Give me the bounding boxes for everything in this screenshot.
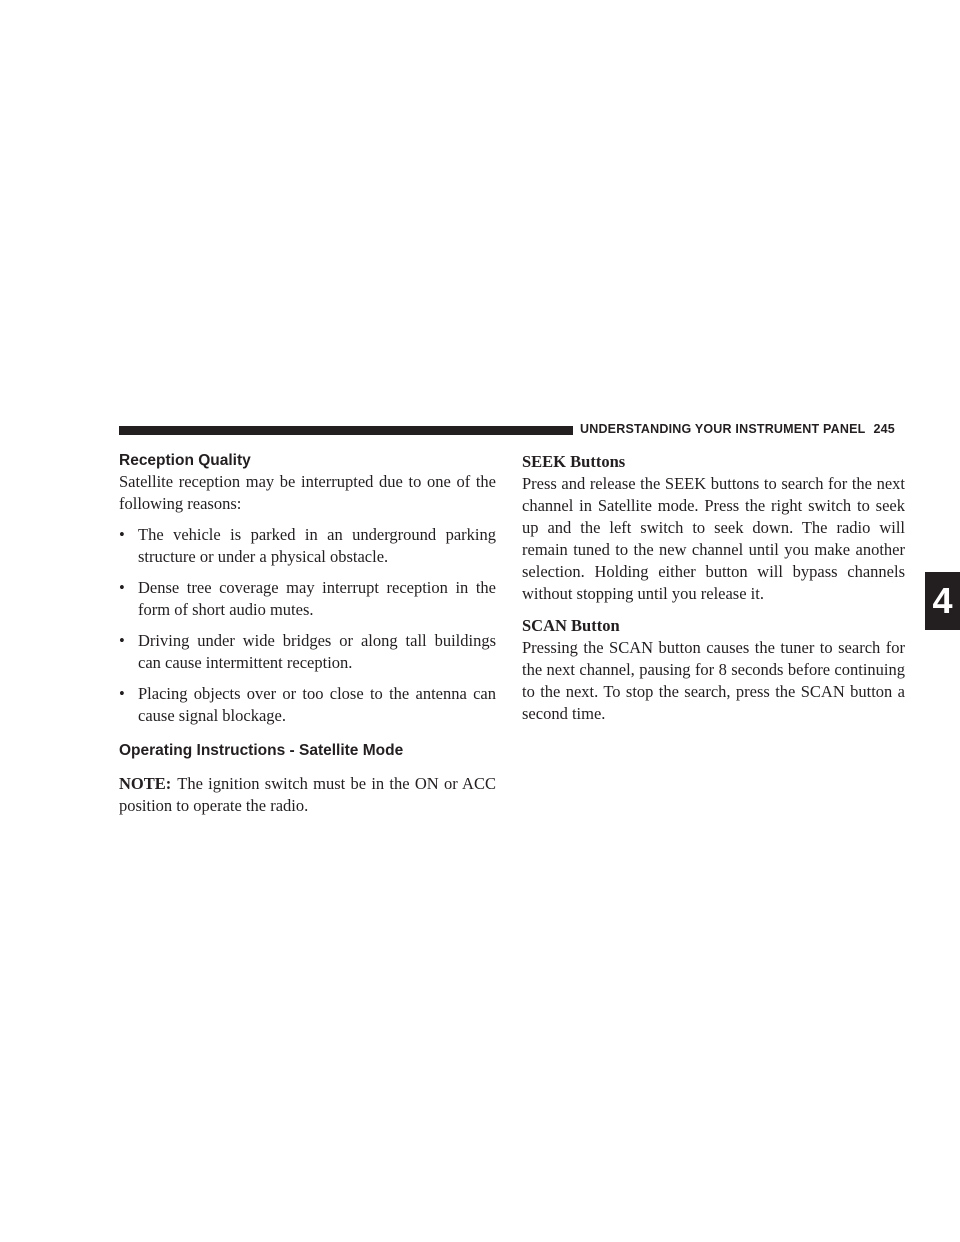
seek-buttons-text: Press and release the SEEK buttons to search for the next channel in Satellite mode. Press the right switch to seek up and the left switch to seek down. The radio will remain tuned to the new channel until you make another selection. Holding either button will bypass channels without stopping until you release it.: [522, 474, 905, 603]
seek-buttons-heading: SEEK Buttons: [522, 452, 626, 471]
chapter-tab: 4: [925, 572, 960, 630]
header-rule: [119, 426, 573, 435]
note-label: NOTE:: [119, 774, 172, 793]
note-paragraph: [119, 773, 496, 817]
right-column: [522, 451, 905, 725]
reception-quality-heading: Reception Quality: [119, 452, 251, 469]
page-number: 245: [873, 422, 895, 436]
bullet-icon: •: [119, 578, 125, 597]
running-header: [580, 422, 895, 436]
list-item: • The vehicle is parked in an underground parking structure or under a physical obstacle.: [119, 525, 496, 566]
reception-intro: Satellite reception may be interrupted due to one of the following reasons:: [119, 472, 496, 513]
operating-instructions-heading: Operating Instructions - Satellite Mode: [119, 742, 404, 759]
reception-reasons-list: [119, 524, 496, 727]
note-text: The ignition switch must be in the ON or ACC position to operate the radio.: [119, 774, 496, 815]
scan-button-text: Pressing the SCAN button causes the tuner to search for the next channel, pausing for 8 seconds before continuing to the next. To stop the search, press the SCAN button a second time.: [522, 638, 905, 723]
left-column: [119, 451, 496, 817]
scan-button-heading: SCAN Button: [522, 616, 620, 635]
header-title: UNDERSTANDING YOUR INSTRUMENT PANEL: [580, 422, 866, 436]
list-item: • Dense tree coverage may interrupt reception in the form of short audio mutes.: [119, 578, 496, 619]
bullet-icon: •: [119, 525, 125, 544]
bullet-icon: •: [119, 684, 125, 703]
list-item: • Placing objects over or too close to the antenna can cause signal blockage.: [119, 684, 496, 725]
bullet-icon: •: [119, 631, 125, 650]
list-item: • Driving under wide bridges or along tall buildings can cause intermittent reception.: [119, 631, 496, 672]
